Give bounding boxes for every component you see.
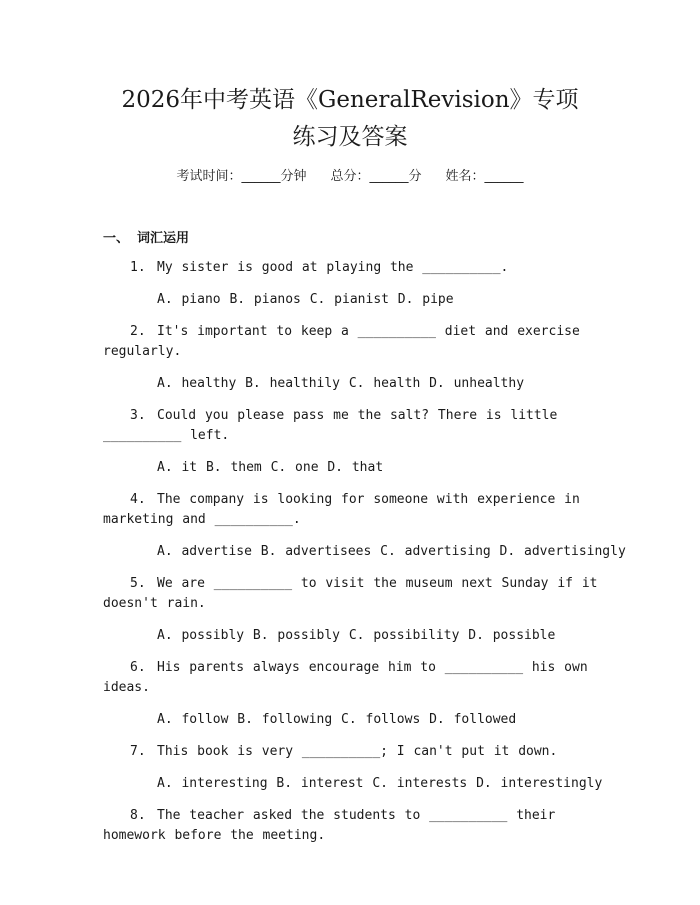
question-stem: [0, 490, 700, 530]
question-options: A. interesting B. interest C. interests D. interestingly: [157, 776, 603, 791]
question-text: The company is looking for someone with experience in marketing and __________.: [103, 492, 580, 527]
student-name-field: 姓名：______: [445, 169, 524, 184]
question-item: [0, 742, 700, 794]
question-options: A. it B. them C. one D. that: [157, 460, 384, 475]
question-options: A. follow B. following C. follows D. followed: [157, 712, 517, 727]
question-number: 8.: [130, 808, 146, 823]
question-stem: [0, 574, 700, 614]
question-stem: [0, 322, 700, 362]
question-item: [0, 658, 700, 730]
question-options: A. healthy B. healthily C. health D. unhealthy: [157, 376, 525, 391]
question-text: It's important to keep a __________ diet and exercise regularly.: [103, 324, 580, 359]
question-text: My sister is good at playing the __________.: [157, 260, 509, 275]
question-number: 3.: [130, 408, 146, 423]
question-options: A. possibly B. possibly C. possibility D. possible: [157, 628, 556, 643]
question-stem: [0, 258, 700, 278]
page-title: 2026年中考英语《GeneralRevision》专项: [121, 87, 579, 113]
question-text: Could you please pass me the salt? There is little __________ left.: [103, 408, 558, 443]
question-stem: [0, 806, 700, 846]
section-number: 一、: [103, 231, 130, 246]
question-item: [0, 322, 700, 394]
question-text: This book is very __________; I can't put it down.: [157, 744, 558, 759]
question-text: His parents always encourage him to __________ his own ideas.: [103, 660, 588, 695]
exam-info: [0, 168, 700, 186]
question-item: [0, 490, 700, 562]
question-item: [0, 258, 700, 310]
question-number: 6.: [130, 660, 146, 675]
question-stem: [0, 406, 700, 446]
question-stem: [0, 742, 700, 762]
page-title-line-2: 练习及答案: [292, 124, 408, 150]
question-number: 7.: [130, 744, 146, 759]
question-stem: [0, 658, 700, 698]
question-number: 2.: [130, 324, 146, 339]
question-item: [0, 574, 700, 646]
question-options: A. piano B. pianos C. pianist D. pipe: [157, 292, 454, 307]
question-text: The teacher asked the students to __________ their homework before the meeting.: [103, 808, 556, 843]
section-label: 词汇运用: [137, 231, 190, 246]
question-number: 4.: [130, 492, 146, 507]
question-list: [0, 258, 700, 846]
question-item: [0, 406, 700, 478]
question-text: We are __________ to visit the museum next Sunday if it doesn't rain.: [103, 576, 598, 611]
exam-time-field: 考试时间：______分钟: [176, 169, 307, 184]
question-options: A. advertise B. advertisees C. advertising D. advertisingly: [157, 544, 626, 559]
question-number: 5.: [130, 576, 146, 591]
question-number: 1.: [130, 260, 146, 275]
total-score-field: 总分：______分: [330, 169, 422, 184]
question-item: [0, 806, 700, 846]
section-heading: [103, 230, 189, 248]
